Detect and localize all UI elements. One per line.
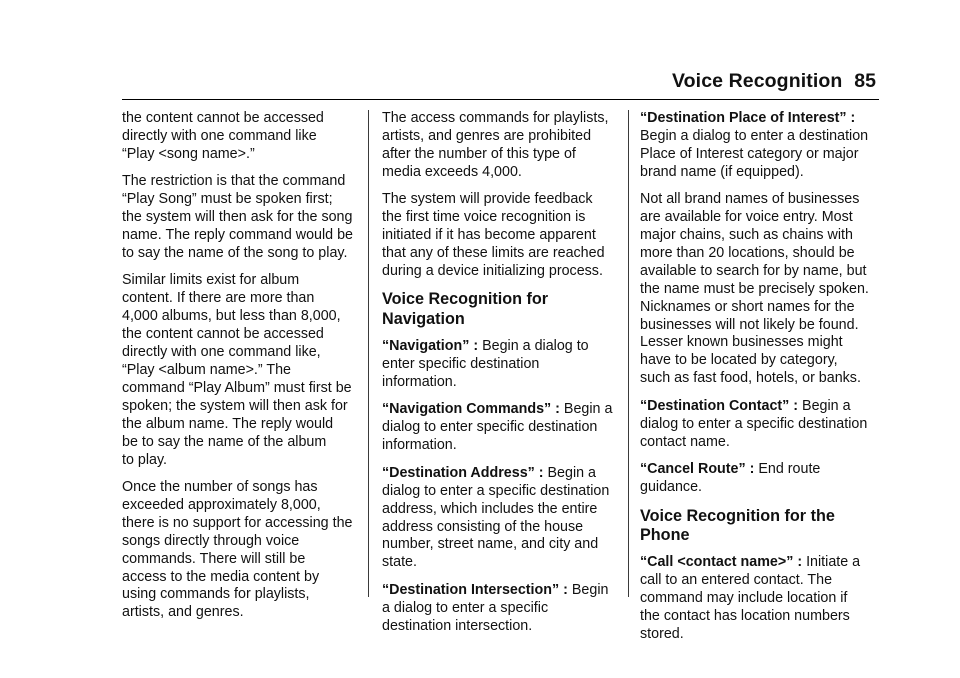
command-entry xyxy=(640,110,878,182)
paragraph: The access commands for playlists, artists, and genres are prohibited after the number of this type of media exceeds 4,000. xyxy=(382,110,609,180)
paragraph: The restriction is that the command “Play Song” must be spoken first; the system will then ask for the song name. The reply command would be to say the name of the song to play. xyxy=(122,173,353,261)
command-entry xyxy=(382,465,618,572)
command-description: Begin a dialog to enter a destination Place of Interest category or major brand name (if equipped). xyxy=(640,127,869,180)
command-term: “Call <contact name>” : xyxy=(640,554,803,571)
paragraph: The system will provide feedback the first time voice recognition is initiated if it has become apparent that any of these limits are reached during a device initializing process. xyxy=(382,191,605,279)
command-term: “Navigation” : xyxy=(382,338,479,355)
command-description: Begin a dialog to enter a specific destination contact name. xyxy=(640,397,868,450)
command-description: Initiate a call to an entered contact. The command may include location if the contact has location numbers stored. xyxy=(640,554,861,642)
command-term: “Destination Address” : xyxy=(382,464,544,481)
command-term: “Navigation Commands” : xyxy=(382,401,560,418)
paragraph: Similar limits exist for album content. If there are more than 4,000 albums, but less than 8,000, the content cannot be accessed directly with one command like, “Play <album name>.” The command “Play Album” must first be spoken; the system will then ask for the album name. The reply would be to say the name of the album to play. xyxy=(122,272,352,468)
command-entry xyxy=(382,582,618,636)
section-title: Voice Recognition xyxy=(672,70,843,92)
paragraph: Not all brand names of businesses are available for voice entry. Most major chains, such as chains with more than 20 locations, should be available to search for by name, but the name must be precisely spoken. Nicknames or short names for the businesses will not likely be found. Lesser known businesses might have to be located by category, such as fast food, hotels, or banks. xyxy=(640,191,869,387)
text-column-right xyxy=(640,110,878,653)
command-entry xyxy=(382,401,618,455)
command-entry xyxy=(640,461,878,497)
section-heading-navigation: Voice Recognition for Navigation xyxy=(382,290,549,328)
command-term: “Destination Place of Interest” : xyxy=(640,110,856,126)
text-column-middle xyxy=(382,110,618,645)
command-entry xyxy=(640,554,878,644)
command-description: Begin a dialog to enter specific destination information. xyxy=(382,401,613,454)
column-divider xyxy=(628,110,629,597)
command-entry xyxy=(382,338,618,392)
command-description: Begin a dialog to enter specific destination information. xyxy=(382,338,589,390)
column-divider xyxy=(368,110,369,597)
page-number: 85 xyxy=(854,70,876,92)
command-term: “Cancel Route” : xyxy=(640,461,755,478)
command-term: “Destination Intersection” : xyxy=(382,581,568,598)
header-divider xyxy=(122,99,879,100)
paragraph: the content cannot be accessed directly with one command like “Play <song name>.” xyxy=(122,110,324,162)
command-description: End route guidance. xyxy=(640,461,821,495)
command-description: Begin a dialog to enter a specific destination address, which includes the entire address consisting of the house number, street name, and city and state. xyxy=(382,464,610,571)
command-entry xyxy=(640,398,878,452)
section-heading-phone: Voice Recognition for the Phone xyxy=(640,506,835,544)
paragraph: Once the number of songs has exceeded approximately 8,000, there is no support for accessing the songs directly through voice commands. There will still be access to the media content by using commands for playlists, artists, and genres. xyxy=(122,479,353,621)
text-column-left xyxy=(122,110,358,632)
command-term: “Destination Contact” : xyxy=(640,397,799,414)
command-description: Begin a dialog to enter a specific destination intersection. xyxy=(382,581,609,634)
